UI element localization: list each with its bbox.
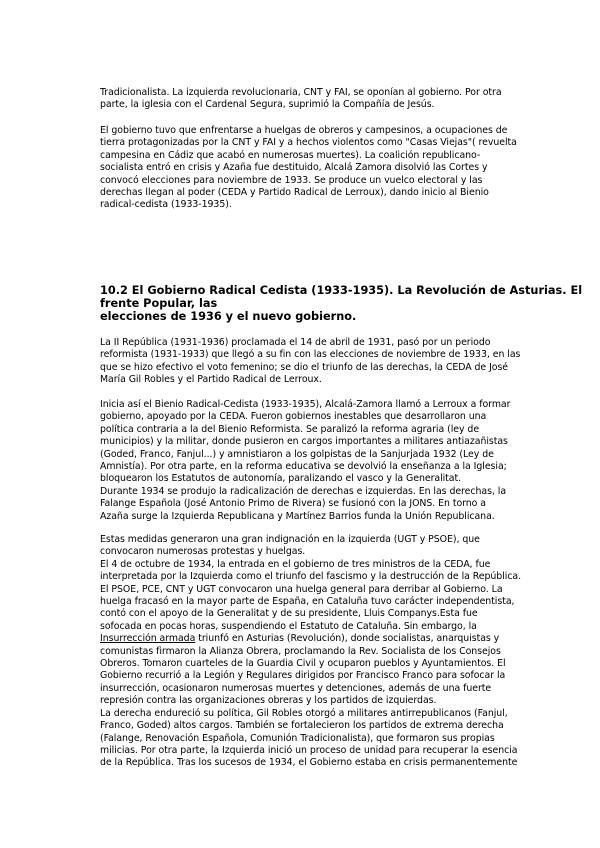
text-line: huelga fracasó en la mayor parte de España, en Cataluña tuvo carácter independentista,	[100, 596, 515, 608]
text-line: Durante 1934 se produjo la radicalización de derechas e izquierdas. En las derechas, la	[100, 485, 507, 497]
text-line: reformista (1931-1933) que llegó a su fin con las elecciones de noviembre de 1933, en las	[100, 349, 521, 361]
text-line: municipios) y la militar, donde pusieron en cargos importantes a militares antiazañistas	[100, 436, 508, 448]
text-line: (Goded, Franco, Fanjul...) y amnistiaron a los golpistas de la Sanjurjada 1932 (Ley de	[100, 448, 494, 460]
text-line: Azaña surge la Izquierda Republicana y Martínez Barrios funda la Unión Republicana.	[100, 510, 495, 522]
text-line: comunistas firmaron la Alianza Obrera, proclamando la Rev. Socialista de los Consejos	[100, 645, 501, 657]
paragraph-government-crisis	[100, 125, 518, 212]
text-line: bloquearon los Estatutos de autonomía, paralizando el vasco y la Generalitat.	[100, 473, 462, 485]
text-fragment: triunfó en Asturias (Revolución), donde socialistas, anarquistas y	[195, 633, 500, 645]
text-line: Obreros. Tomaron cuarteles de la Guardia Civil y ocuparon pueblos y Ayuntamientos. El	[100, 658, 506, 670]
text-line: La II República (1931-1936) proclamada el 14 de abril de 1931, pasó por un periodo	[100, 337, 491, 348]
text-line	[100, 633, 518, 645]
text-line: (Falange, Renovación Española, Comunión Tradicionalista), que formaron sus propias	[100, 732, 495, 744]
text-line: milicias. Por otra parte, la Izquierda inició un proceso de unidad para recuperar la esencia	[100, 744, 518, 756]
paragraph-revolution-asturias	[100, 534, 522, 770]
text-line: Franco, Goded) altos cargos. También se fortalecieron los partidos de extrema derecha	[100, 720, 504, 732]
insurreccion-armada-link[interactable]: Insurrección armada	[100, 633, 196, 645]
text-line: radical-cedista (1933-1935).	[100, 199, 232, 211]
paragraph-intro	[100, 87, 518, 112]
text-line: Gobierno recurrió a la Legión y Regulares dirigidos por Francisco Franco para sofocar la	[100, 670, 506, 682]
text-line: María Gil Robles y el Partido Radical de Lerroux.	[100, 374, 322, 386]
text-line: La derecha endureció su política, Gil Robles otorgó a militares antirrepublicanos (Fanjul,	[100, 707, 508, 719]
text-line: contó con el apoyo de la Generalitat y de su presidente, Lluis Companys.Esta fue	[100, 608, 478, 620]
heading-line: frente Popular, las	[100, 297, 218, 310]
text-line: interpretada por la Izquierda como el triunfo del fascismo y la destrucción de la República.	[100, 571, 522, 583]
heading-line: elecciones de 1936 y el nuevo gobierno.	[100, 310, 357, 323]
text-line: gobierno, apoyado por la CEDA. Fueron gobiernos inestables que desarrollaron una	[100, 411, 487, 423]
text-line: convocaron numerosas protestas y huelgas.	[100, 546, 306, 558]
text-line: Inicia así el Bienio Radical-Cedista (1933-1935), Alcalá-Zamora llamó a Lerroux a formar	[100, 399, 511, 410]
text-line: tierra protagonizadas por la CNT y FAI y a hechos violentos como "Casas Viejas"( revuelta	[100, 137, 517, 149]
text-line: represión contra las organizaciones obreras y los partidos de izquierdas.	[100, 695, 437, 707]
text-line: Estas medidas generaron una gran indignación en la izquierda (UGT y PSOE), que	[100, 534, 480, 545]
text-line: parte, la iglesia con el Cardenal Segura, suprimió la Compañía de Jesús.	[100, 99, 435, 111]
text-line: Amnistía). Por otra parte, en la reforma educativa se devolvió la enseñanza a la Iglesia;	[100, 461, 507, 473]
text-line: insurrección, ocasionaron numerosas muertes y detenciones, además de una fuerte	[100, 682, 492, 694]
text-line: Falange Española (José Antonio Primo de Rivera) se fusionó con la JONS. En torno a	[100, 498, 486, 510]
text-line: El gobierno tuvo que enfrentarse a huelgas de obreros y campesinos, a ocupaciones de	[100, 125, 508, 136]
paragraph-second-republic	[100, 337, 521, 387]
text-line: que se hizo efectivo el voto femenino; se dio el triunfo de las derechas, la CEDA de José	[100, 361, 509, 373]
text-line: política contraria a la del Bienio Reformista. Se paralizó la reforma agraria (ley de	[100, 423, 480, 435]
text-line: Tradicionalista. La izquierda revolucionaria, CNT y FAI, se oponían al gobierno. Por otra	[100, 87, 502, 98]
text-line: derechas llegan al poder (CEDA y Partido Radical de Lerroux), dando inicio al Bienio	[100, 187, 489, 199]
text-line: de la República. Tras los sucesos de 1934, el Gobierno estaba en crisis permanentemente	[100, 757, 518, 769]
section-heading	[100, 284, 583, 323]
text-line: El PSOE, PCE, CNT y UGT convocaron una huelga general para derribar al Gobierno. La	[100, 583, 503, 595]
paragraph-bienio-radical-cedista	[100, 399, 518, 523]
text-line: sofocada en pocas horas, suspendiendo el Estatuto de Cataluña. Sin embargo, la	[100, 620, 477, 632]
text-line: El 4 de octubre de 1934, la entrada en el gobierno de tres ministros de la CEDA, fue	[100, 558, 491, 570]
text-line: socialista entró en crisis y Azaña fue destituido, Alcalá Zamora disolvió las Cortes y	[100, 162, 488, 174]
text-line: campesina en Cádiz que acabó en numerosas muertes). La coalición republicano-	[100, 149, 481, 161]
text-line: convocó elecciones para noviembre de 1933. Se produce un vuelco electoral y las	[100, 174, 483, 186]
heading-line: 10.2 El Gobierno Radical Cedista (1933-1935). La Revolución de Asturias. El	[100, 284, 583, 297]
